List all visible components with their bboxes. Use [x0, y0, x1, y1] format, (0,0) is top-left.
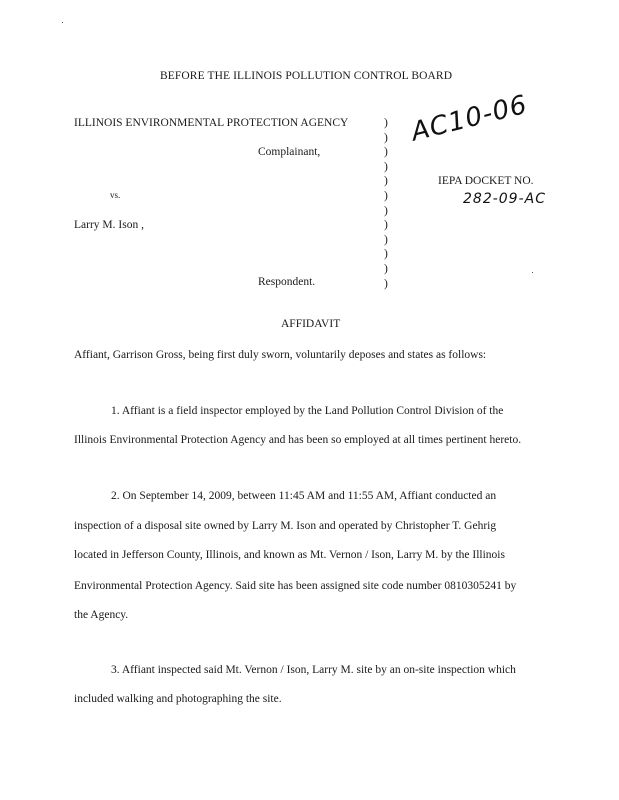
caption-paren: ) [384, 160, 388, 173]
caption-paren: ) [384, 131, 388, 144]
paragraph-1-line: Illinois Environmental Protection Agency and has been so employed at all times pertinent hereto. [74, 434, 522, 446]
paragraph-2-line: inspection of a disposal site owned by Larry M. Ison and operated by Christopher T. Gehrig [74, 520, 497, 532]
board-title: BEFORE THE ILLINOIS POLLUTION CONTROL BOARD [160, 70, 453, 82]
scan-speck [532, 272, 533, 273]
respondent-label: Respondent. [258, 276, 316, 288]
paragraph-2-line: Environmental Protection Agency. Said site has been assigned site code number 0810305241 by [74, 580, 517, 592]
complainant-name: ILLINOIS ENVIRONMENTAL PROTECTION AGENCY [74, 117, 349, 129]
paragraph-2-line: the Agency. [74, 609, 129, 621]
complainant-label: Complainant, [258, 146, 321, 158]
caption-paren: ) [384, 189, 388, 202]
handwritten-case-number: AC10-06 [408, 89, 531, 148]
caption-paren: ) [384, 175, 388, 188]
respondent-name: Larry M. Ison , [74, 219, 144, 231]
scan-speck [62, 22, 63, 23]
paragraph-2-line: 2. On September 14, 2009, between 11:45 AM and 11:55 AM, Affiant conducted an [111, 490, 497, 502]
paragraph-2-line: located in Jefferson County, Illinois, and known as Mt. Vernon / Ison, Larry M. by the Illinois [74, 549, 505, 561]
handwritten-docket-number: 282-09-AC [463, 191, 546, 207]
docket-label: IEPA DOCKET NO. [438, 175, 534, 187]
caption-paren: ) [384, 117, 388, 129]
caption-paren: ) [384, 248, 388, 261]
paragraph-1-line: 1. Affiant is a field inspector employed by the Land Pollution Control Division of the [111, 405, 504, 417]
caption-paren: ) [384, 219, 388, 232]
intro-statement: Affiant, Garrison Gross, being first duly sworn, voluntarily deposes and states as follows: [74, 349, 487, 361]
paragraph-3-line: included walking and photographing the site. [74, 693, 282, 705]
caption-paren: ) [384, 277, 388, 290]
caption-paren: ) [384, 262, 388, 275]
affidavit-title: AFFIDAVIT [281, 318, 341, 330]
caption-paren: ) [384, 146, 388, 159]
paragraph-3-line: 3. Affiant inspected said Mt. Vernon / Ison, Larry M. site by an on-site inspection which [111, 664, 516, 676]
caption-paren: ) [384, 204, 388, 217]
versus-label: vs. [110, 190, 121, 200]
caption-paren-column [384, 116, 388, 291]
caption-paren: ) [384, 233, 388, 246]
